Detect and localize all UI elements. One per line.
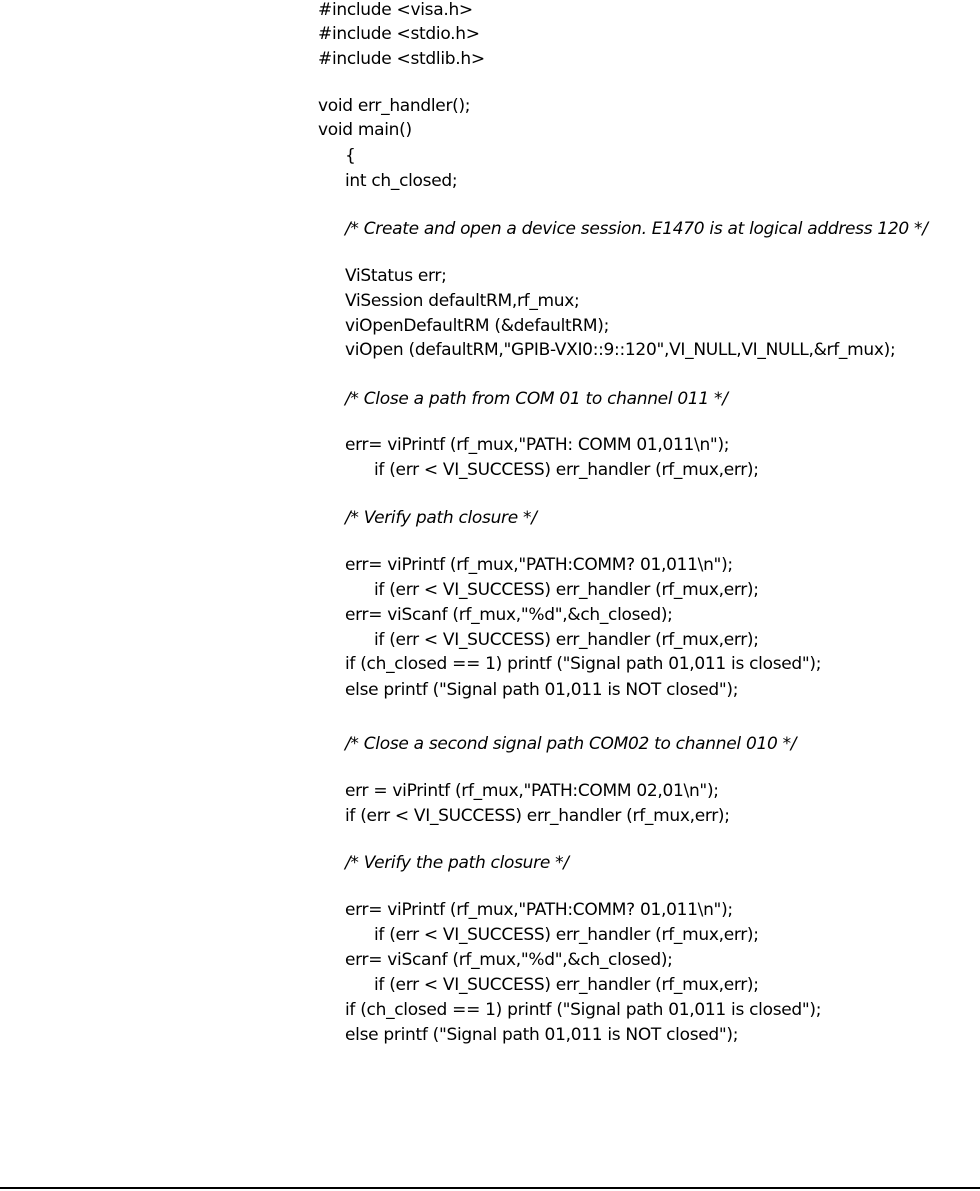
code-line: viOpenDefaultRM (&defaultRM); bbox=[345, 316, 610, 336]
code-line: if (err < VI_SUCCESS) err_handler (rf_mux,err); bbox=[374, 630, 759, 650]
page-bottom-rule bbox=[0, 1187, 980, 1189]
code-line: if (err < VI_SUCCESS) err_handler (rf_mux,err); bbox=[374, 460, 759, 480]
code-line: ViSession defaultRM,rf_mux; bbox=[345, 291, 580, 311]
code-line: err= viPrintf (rf_mux,"PATH: COMM 01,011\n"); bbox=[345, 435, 730, 455]
code-line: if (ch_closed == 1) printf ("Signal path 01,011 is closed"); bbox=[345, 654, 822, 674]
code-line: if (err < VI_SUCCESS) err_handler (rf_mux,err); bbox=[374, 975, 759, 995]
code-line: int ch_closed; bbox=[345, 171, 458, 191]
code-comment: /* Verify path closure */ bbox=[345, 508, 537, 528]
code-comment: /* Close a path from COM 01 to channel 011 */ bbox=[345, 389, 728, 409]
code-line: if (err < VI_SUCCESS) err_handler (rf_mux,err); bbox=[374, 580, 759, 600]
code-line: err = viPrintf (rf_mux,"PATH:COMM 02,01\n"); bbox=[345, 781, 719, 801]
code-line: err= viScanf (rf_mux,"%d",&ch_closed); bbox=[345, 605, 673, 625]
code-comment: /* Verify the path closure */ bbox=[345, 853, 569, 873]
code-line: err= viPrintf (rf_mux,"PATH:COMM? 01,011\n"); bbox=[345, 900, 733, 920]
code-line: viOpen (defaultRM,"GPIB-VXI0::9::120",VI_NULL,VI_NULL,&rf_mux); bbox=[345, 340, 896, 360]
code-line: err= viPrintf (rf_mux,"PATH:COMM? 01,011\n"); bbox=[345, 555, 733, 575]
code-line: else printf ("Signal path 01,011 is NOT closed"); bbox=[345, 1025, 739, 1045]
code-comment: /* Close a second signal path COM02 to channel 010 */ bbox=[345, 734, 797, 754]
code-line: void main() bbox=[318, 120, 412, 140]
code-line: { bbox=[345, 146, 356, 166]
code-line: if (err < VI_SUCCESS) err_handler (rf_mux,err); bbox=[374, 925, 759, 945]
code-line: err= viScanf (rf_mux,"%d",&ch_closed); bbox=[345, 950, 673, 970]
code-line: #include <stdio.h> bbox=[318, 24, 480, 44]
code-line: if (err < VI_SUCCESS) err_handler (rf_mux,err); bbox=[345, 806, 730, 826]
code-line: else printf ("Signal path 01,011 is NOT closed"); bbox=[345, 680, 739, 700]
code-line: #include <visa.h> bbox=[318, 0, 473, 20]
code-comment: /* Create and open a device session. E1470 is at logical address 120 */ bbox=[345, 219, 928, 239]
code-line: ViStatus err; bbox=[345, 266, 447, 286]
code-line: if (ch_closed == 1) printf ("Signal path 01,011 is closed"); bbox=[345, 1000, 822, 1020]
code-line: #include <stdlib.h> bbox=[318, 49, 485, 69]
code-line: void err_handler(); bbox=[318, 96, 471, 116]
